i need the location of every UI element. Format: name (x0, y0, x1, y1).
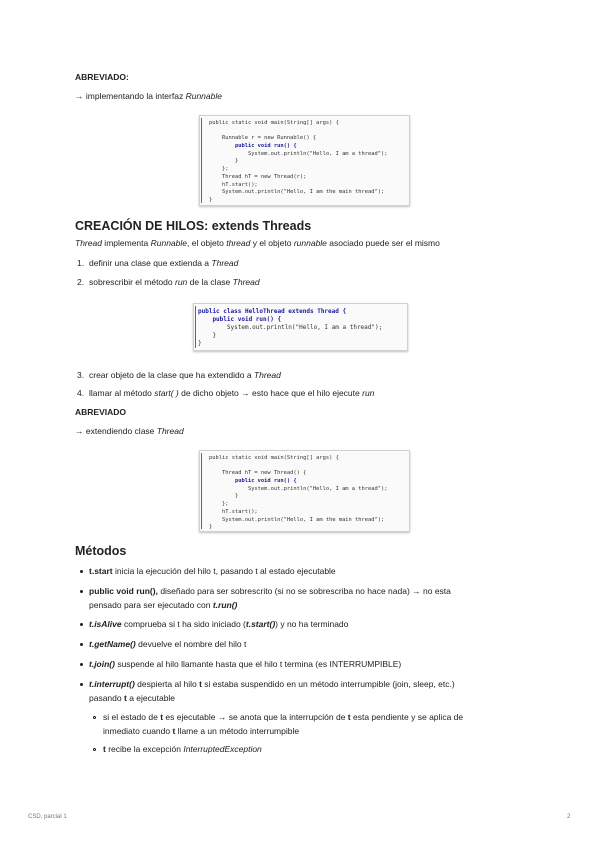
method-desc: inicia la ejecución del hilo t, pasando t al estado ejecutable (112, 566, 336, 576)
method-name: t.start (89, 566, 113, 576)
sub-bullet (93, 748, 96, 751)
code-line: } (209, 493, 239, 500)
code-line: public void run() { (198, 316, 282, 323)
code-line: hT.start(); (209, 181, 258, 188)
arrow-1: → (75, 91, 84, 101)
step-text: definir una clase que extienda a (89, 258, 212, 268)
step-2 (89, 276, 260, 288)
bullet-dot (80, 570, 83, 573)
section2-intro (75, 237, 440, 249)
runnable-line (75, 90, 222, 102)
step-text: sobrescribir el método (89, 277, 175, 287)
section-title-extends: CREACIÓN DE HILOS: extends Threads (75, 219, 312, 233)
code-line: }; (209, 166, 229, 173)
method-desc: ) y no ha terminado (275, 619, 349, 629)
sub-text: recibe la excepción (105, 744, 184, 754)
code-snippet-hellothread (193, 303, 408, 351)
extends-line (75, 425, 184, 437)
code-line: } (209, 524, 213, 531)
sub-bullet (93, 716, 96, 719)
code-lines-1 (200, 116, 409, 205)
extends-line-italic: Thread (156, 426, 184, 436)
sub-var: t (103, 744, 106, 754)
sub-text: si el estado de (103, 712, 161, 722)
sub-italic: InterruptedException (183, 744, 262, 754)
sub-text: es ejecutable → se anota que la interrupción de (163, 712, 348, 722)
code-line: System.out.println("Hello, I am a thread"); (198, 324, 383, 331)
method-desc: despierta al hilo (134, 679, 200, 689)
method-name: t.isAlive (89, 619, 122, 629)
step-number: 4. (77, 388, 85, 398)
runnable-line-prefix: implementando la interfaz (85, 91, 186, 101)
code-lines-3 (200, 451, 409, 532)
code-snippet-runnable (199, 115, 410, 206)
intro-part: asociado puede ser el mismo (326, 238, 440, 248)
bullet-dot (80, 643, 83, 646)
method-name: t.run() (212, 600, 238, 610)
method-desc: pensado para ser ejecutado con (89, 600, 213, 610)
sub-text: esta pendiente y se aplica de (350, 712, 464, 722)
code-line (209, 463, 409, 471)
bullet-dot (80, 623, 83, 626)
code-line: public static void main(String[] args) { (209, 120, 339, 126)
method-run-line2 (89, 599, 237, 611)
sub-var: t (160, 712, 164, 722)
sub-var: t (172, 726, 176, 736)
intro-part: thread (226, 238, 251, 248)
code-line: System.out.println("Hello, I am a thread"); (209, 150, 388, 157)
intro-part: implementa (101, 238, 151, 248)
step-4 (89, 387, 374, 399)
step-number: 3. (77, 370, 85, 380)
arrow-2: → (75, 426, 84, 436)
method-name: t.start() (245, 619, 276, 629)
step-italic-2: Thread (232, 277, 260, 287)
step-italic: Thread (211, 258, 239, 268)
intro-part: Runnable (150, 238, 187, 248)
intro-part: runnable (293, 238, 327, 248)
method-join (89, 658, 401, 670)
step-number: 1. (77, 258, 85, 268)
method-interrupt-line2 (89, 692, 175, 704)
code-lines-2 (194, 304, 407, 348)
section-title-metodos: Métodos (75, 544, 127, 558)
method-desc: comprueba si t ha sido iniciado ( (121, 619, 246, 629)
code-line: } (198, 340, 202, 347)
code-line: public class HelloThread extends Thread { (198, 308, 347, 315)
step-1 (89, 257, 238, 269)
step-text: llamar al método (89, 388, 155, 398)
method-desc: si estaba suspendido en un método interrumpible (join, sleep, etc.) (201, 679, 455, 689)
code-line: hT.start(); (209, 508, 258, 515)
footer-left: CSD, parcial 1 (28, 814, 67, 820)
bullet-dot (80, 683, 83, 686)
intro-part: , el objeto (187, 238, 227, 248)
method-getname (89, 638, 246, 650)
code-line: } (209, 196, 213, 203)
method-name: t.getName() (89, 639, 136, 649)
step-number: 2. (77, 277, 85, 287)
code-line: public void run() { (209, 478, 297, 485)
method-desc: devuelve el nombre del hilo t (135, 639, 247, 649)
code-line: System.out.println("Hello, I am the main thread"); (209, 189, 385, 196)
code-snippet-anon-thread (199, 450, 410, 532)
sub-item-1-line2 (103, 725, 299, 737)
abbrev-label-1: ABREVIADO: (75, 72, 129, 82)
method-var: t (123, 693, 127, 703)
method-var: t (199, 679, 202, 689)
intro-part: y el objeto (250, 238, 294, 248)
code-line: Runnable r = new Runnable() { (209, 135, 317, 142)
method-desc: diseñado para ser sobrescrito (si no se sobrescriba no hace nada) → no esta (157, 586, 451, 596)
code-line: System.out.println("Hello, I am a thread"); (209, 485, 388, 492)
code-line: } (209, 158, 239, 165)
code-gutter-marker (195, 306, 196, 348)
method-start (89, 565, 336, 577)
code-line: Thread hT = new Thread() { (209, 470, 307, 477)
abbrev-label-2: ABREVIADO (75, 407, 127, 417)
method-desc: a ejecutable (126, 693, 176, 703)
step-3 (89, 369, 281, 381)
code-gutter-marker (201, 118, 202, 203)
method-name: t.interrupt() (89, 679, 135, 689)
code-line: public static void main(String[] args) { (209, 455, 339, 461)
bullet-dot (80, 590, 83, 593)
page-number: 2 (567, 814, 571, 820)
sub-text: inmediato cuando (103, 726, 173, 736)
extends-line-prefix: extendiendo clase (85, 426, 157, 436)
step-italic: Thread (253, 370, 281, 380)
step-suffix: de dicho objeto → esto hace que el hilo ejecute (178, 388, 363, 398)
sub-item-1 (103, 711, 463, 723)
method-name: public void run(), (89, 586, 158, 596)
step-italic: start( ) (154, 388, 179, 398)
step-suffix: de la clase (187, 277, 233, 287)
method-desc: pasando (89, 693, 124, 703)
step-text: crear objeto de la clase que ha extendido a (89, 370, 254, 380)
step-italic-2: run (362, 388, 375, 398)
method-run (89, 585, 451, 597)
sub-item-2 (103, 743, 262, 755)
method-isalive (89, 618, 348, 630)
method-name: t.join() (89, 659, 115, 669)
intro-part: Thread (75, 238, 102, 248)
bullet-dot (80, 663, 83, 666)
code-line: Thread hT = new Thread(r); (209, 173, 307, 180)
sub-text: llame a un método interrumpible (175, 726, 300, 736)
code-gutter-marker (201, 453, 202, 529)
code-line: } (198, 332, 217, 339)
runnable-line-italic: Runnable (185, 91, 222, 101)
method-interrupt (89, 678, 455, 690)
step-italic: run (174, 277, 188, 287)
code-line (209, 128, 409, 136)
method-desc: suspende al hilo llamante hasta que el hilo t termina (es INTERRUMPIBLE) (114, 659, 402, 669)
code-line: }; (209, 501, 229, 508)
code-line: System.out.println("Hello, I am the main thread"); (209, 516, 385, 523)
code-line: public void run() { (209, 143, 297, 150)
sub-var: t (347, 712, 351, 722)
